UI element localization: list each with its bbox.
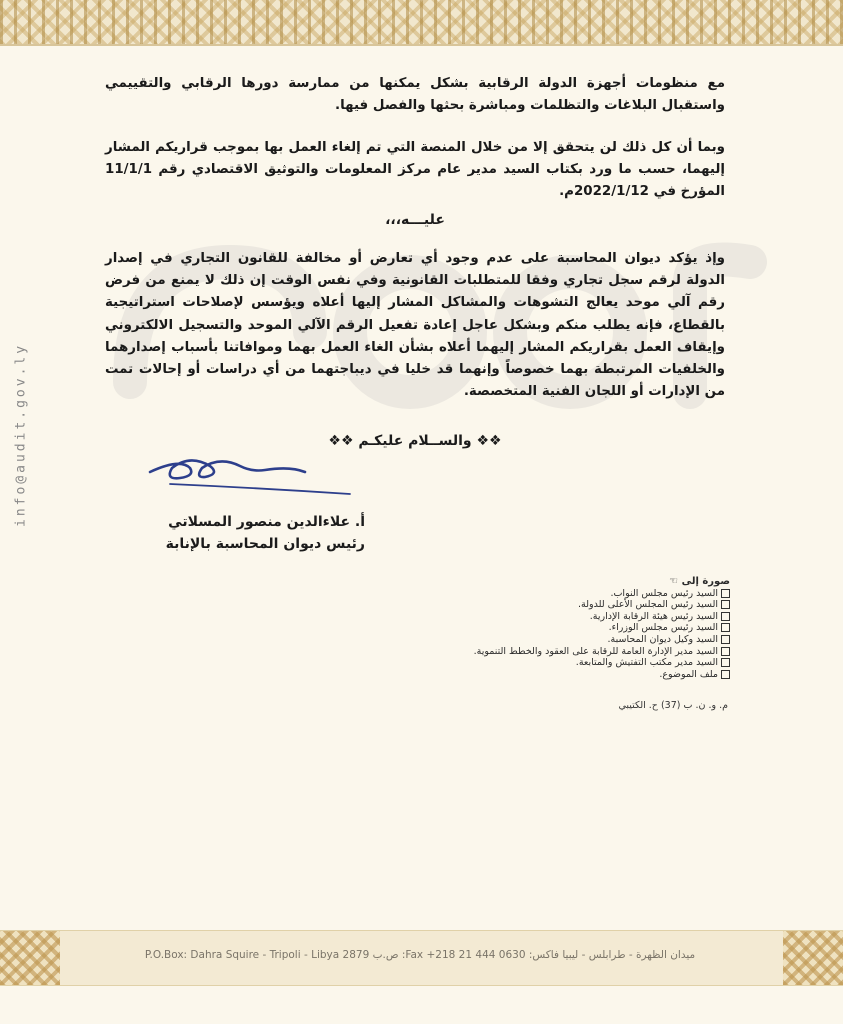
footer-band	[0, 930, 843, 986]
copies-list	[473, 576, 730, 680]
footer-ornament-left	[0, 931, 60, 985]
checkbox-icon	[721, 612, 730, 621]
paragraph-2-lead: وبما	[697, 140, 725, 155]
list-item: السيد وكيل ديوان المحاسبة.	[480, 634, 730, 646]
list-item: السيد مدير مكتب التفتيش والمتابعة.	[480, 657, 730, 669]
signature-image	[140, 450, 360, 510]
paragraph-1: مع منظومات أجهزة الدولة الرقابية بشكل يمكنها من ممارسة دورها الرقابي والتقييمي واستقبال البلاغات والتظلمات ومباشرة بحثها والفصل فيها.	[105, 76, 725, 113]
checkbox-icon	[721, 635, 730, 644]
checkbox-icon	[721, 600, 730, 609]
paragraph-3: وإذ يؤكد ديوان المحاسبة على عدم وجود أي تعارض أو مخالفة للقانون التجاري في إصدار الدولة لرقم سجل تجاري وفقا للمتطلبات القانونية وفي نفس الوقت إن ذلك لا يمنع من فرض رقم آلي موحد يعالج التشوهات والمشاكل المشار إليها أعلاه ويؤسس لإصلاحات استراتيجية بالقطاع، فإنه يطلب منكم وبشكل عاجل إعادة تفعيل الرقم الآلي الموحد والتسجيل الالكتروني وإيقاف العمل بقراريكم المشار إليهما أعلاه بشأن الغاء العمل بهما وموافاتنا بأسباب إصدارهما والخلفيات المرتبطة بهما خصوصاً وإنهما قد خليا في ديباجتهما من أي دراسات أو إحالات تمت من الإدارات أو اللجان الفنية المتخصصة.	[105, 251, 725, 400]
signer-title: رئيس ديوان المحاسبة بالإنابة	[165, 536, 365, 552]
paragraph-2	[105, 137, 725, 203]
signer-name: أ. علاءالدين منصور المسلاتي	[168, 514, 365, 530]
footer-ornament-right	[783, 931, 843, 985]
side-email-text: info@audit.gov.ly	[13, 342, 29, 528]
top-ornament-band	[0, 0, 843, 46]
checkbox-icon	[721, 647, 730, 656]
list-item: السيد رئيس هيئة الرقابة الإدارية.	[480, 611, 730, 623]
list-item: السيد رئيس مجلس الوزراء.	[480, 622, 730, 634]
checkbox-icon	[721, 623, 730, 632]
paragraph-2-rest: أن كل ذلك لن يتحقق إلا من خلال المنصة التي تم إلغاء العمل بها بموجب قراريكم المشار إليهما، حسب ما ورد بكتاب السيد مدير عام مركز المعلومات والتوثيق الاقتصادي رقم 11/1/1 المؤرخ في 2022/1/12م.	[105, 140, 725, 199]
list-item: ملف الموضوع.	[480, 669, 730, 681]
checkbox-icon	[721, 670, 730, 679]
checkbox-icon	[721, 589, 730, 598]
footer-address: ميدان الظهرة - طرابلس - ليبيا فاكس: 0630 444 21 218+ Fax: ص.ب 2879 P.O.Box: Dahra Squire - Tripoli - Libya	[144, 949, 696, 961]
list-item: السيد رئيس مجلس النواب.	[480, 588, 730, 600]
list-item: السيد مدير الإدارة العامة للرقابة على العقود والخطط التنموية.	[480, 646, 730, 658]
conclusion-heading: عليـــه،،،	[385, 212, 445, 228]
closing-greeting: ❖❖ والســلام عليكـم ❖❖	[328, 433, 502, 449]
list-item: السيد رئيس المجلس الأعلى للدولة.	[480, 599, 730, 611]
copies-heading: صورة إلى ☜	[669, 576, 730, 587]
checkbox-icon	[721, 658, 730, 667]
reference-line: م. و. ن. ب (37) ح. الكتيبي	[618, 700, 728, 711]
